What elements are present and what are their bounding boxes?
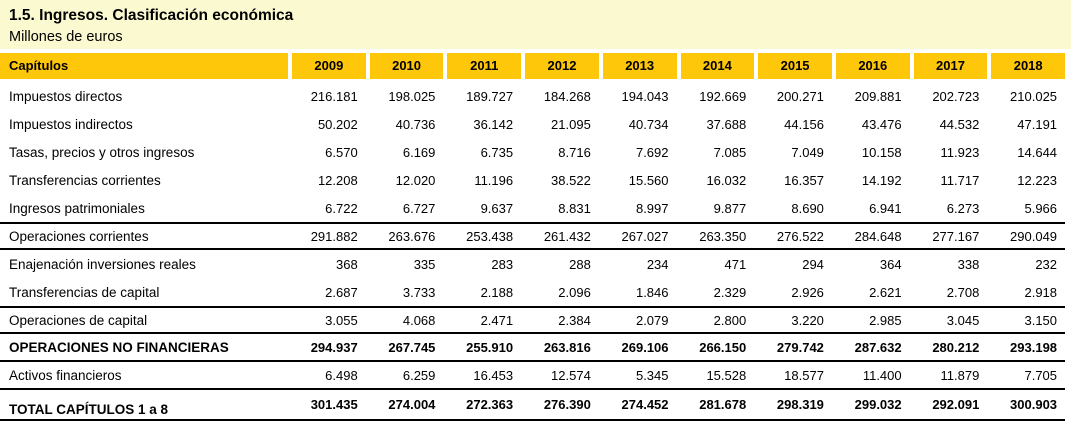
cell-value: 2.079 <box>635 312 669 328</box>
cell-value: 6.570 <box>325 144 358 160</box>
cell-value: 255.910 <box>466 339 514 355</box>
cell-value: 3.045 <box>946 312 980 328</box>
cell-value: 16.032 <box>706 172 747 188</box>
cell-value: 6.259 <box>402 367 436 383</box>
row-label: TOTAL CAPÍTULOS 1 a 8 <box>9 402 169 417</box>
column-header-year: 2015 <box>758 53 832 79</box>
table-row <box>0 334 1065 362</box>
cell-value: 12.223 <box>1017 172 1058 188</box>
row-label: Ingresos patrimoniales <box>9 200 145 216</box>
cell-value: 44.156 <box>784 116 824 132</box>
cell-value: 284.648 <box>854 228 902 244</box>
title-band <box>0 0 1071 49</box>
cell-value: 15.528 <box>706 367 747 383</box>
column-header-year: 2018 <box>991 53 1065 79</box>
row-label: Transferencias de capital <box>9 284 160 300</box>
cell-value: 2.687 <box>325 284 358 300</box>
cell-value: 288 <box>569 256 591 272</box>
table-row <box>0 138 1065 166</box>
cell-value: 200.271 <box>776 88 824 104</box>
cell-value: 2.926 <box>791 284 824 300</box>
cell-value: 189.727 <box>466 88 514 104</box>
row-label: Tasas, precios y otros ingresos <box>9 144 195 160</box>
cell-value: 8.716 <box>558 144 591 160</box>
cell-value: 2.800 <box>713 312 747 328</box>
cell-value: 43.476 <box>861 116 902 132</box>
cell-value: 2.329 <box>713 284 747 300</box>
page-title: 1.5. Ingresos. Clasificación económica <box>9 7 294 24</box>
table-row <box>0 194 1065 222</box>
cell-value: 263.816 <box>543 339 591 355</box>
cell-value: 299.032 <box>854 397 902 412</box>
cell-value: 274.452 <box>621 397 669 412</box>
column-header-year: 2012 <box>525 53 599 79</box>
cell-value: 11.196 <box>474 172 514 188</box>
cell-value: 338 <box>957 256 980 272</box>
cell-value: 292.091 <box>932 397 980 412</box>
cell-value: 8.997 <box>635 200 669 216</box>
cell-value: 12.208 <box>317 172 358 188</box>
table-row <box>0 278 1065 306</box>
cell-value: 232 <box>1035 256 1058 272</box>
cell-value: 38.522 <box>551 172 591 188</box>
cell-value: 263.676 <box>388 228 436 244</box>
column-header-year: 2016 <box>836 53 910 79</box>
cell-value: 364 <box>879 256 902 272</box>
cell-value: 9.637 <box>480 200 514 216</box>
cell-value: 12.020 <box>395 172 436 188</box>
cell-value: 2.096 <box>558 284 591 300</box>
cell-value: 287.632 <box>854 339 902 355</box>
cell-value: 293.198 <box>1010 339 1058 355</box>
cell-value: 18.577 <box>784 367 824 383</box>
cell-value: 3.150 <box>1024 312 1058 328</box>
cell-value: 280.212 <box>932 339 980 355</box>
cell-value: 272.363 <box>466 397 514 412</box>
cell-value: 40.736 <box>395 116 436 132</box>
table-row <box>0 82 1065 110</box>
cell-value: 14.192 <box>861 172 902 188</box>
column-header-year: 2011 <box>447 53 521 79</box>
cell-value: 234 <box>646 256 669 272</box>
cell-value: 6.498 <box>325 367 358 383</box>
column-header-year: 2010 <box>370 53 444 79</box>
table-row <box>0 306 1065 334</box>
table-body <box>0 79 1065 421</box>
cell-value: 37.688 <box>706 116 747 132</box>
cell-value: 216.181 <box>310 88 358 104</box>
cell-value: 9.877 <box>713 200 747 216</box>
cell-value: 279.742 <box>776 339 824 355</box>
cell-value: 15.560 <box>628 172 669 188</box>
cell-value: 6.735 <box>480 144 514 160</box>
cell-value: 3.733 <box>402 284 436 300</box>
cell-value: 2.384 <box>558 312 591 328</box>
table-row <box>0 390 1065 421</box>
cell-value: 301.435 <box>310 397 358 412</box>
column-header-year: 2013 <box>603 53 677 79</box>
cell-value: 7.049 <box>791 144 824 160</box>
cell-value: 261.432 <box>543 228 591 244</box>
cell-value: 3.055 <box>325 312 358 328</box>
cell-value: 6.169 <box>402 144 436 160</box>
cell-value: 47.191 <box>1017 116 1058 132</box>
cell-value: 16.453 <box>473 367 514 383</box>
cell-value: 4.068 <box>402 312 436 328</box>
row-label: Enajenación inversiones reales <box>9 256 196 272</box>
cell-value: 36.142 <box>473 116 514 132</box>
column-header-year: 2014 <box>681 53 755 79</box>
column-header-year: 2017 <box>914 53 988 79</box>
cell-value: 1.846 <box>635 284 669 300</box>
cell-value: 202.723 <box>932 88 980 104</box>
cell-value: 263.350 <box>699 228 747 244</box>
cell-value: 8.831 <box>558 200 591 216</box>
cell-value: 12.574 <box>551 367 591 383</box>
cell-value: 194.043 <box>621 88 669 104</box>
row-label: Impuestos directos <box>9 88 123 104</box>
cell-value: 6.722 <box>325 200 358 216</box>
table-header-row <box>0 53 1065 79</box>
cell-value: 7.705 <box>1024 367 1058 383</box>
cell-value: 266.150 <box>699 339 747 355</box>
cell-value: 6.941 <box>869 200 902 216</box>
row-label: Operaciones corrientes <box>9 228 149 244</box>
cell-value: 3.220 <box>791 312 824 328</box>
cell-value: 5.966 <box>1024 200 1058 216</box>
cell-value: 11.923 <box>940 144 980 160</box>
cell-value: 471 <box>724 256 747 272</box>
page-subtitle: Millones de euros <box>9 29 123 45</box>
cell-value: 2.471 <box>480 312 514 328</box>
cell-value: 274.004 <box>388 397 436 412</box>
row-label: Activos financieros <box>9 367 122 383</box>
row-label: OPERACIONES NO FINANCIERAS <box>9 339 229 355</box>
cell-value: 2.188 <box>480 284 514 300</box>
cell-value: 2.918 <box>1024 284 1058 300</box>
data-table <box>0 53 1065 421</box>
cell-value: 281.678 <box>699 397 747 412</box>
table-row <box>0 222 1065 250</box>
cell-value: 277.167 <box>932 228 980 244</box>
row-label: Transferencias corrientes <box>9 172 161 188</box>
column-header-year: 2009 <box>292 53 366 79</box>
cell-value: 210.025 <box>1010 88 1058 104</box>
cell-value: 267.027 <box>621 228 669 244</box>
cell-value: 11.400 <box>862 367 902 383</box>
cell-value: 283 <box>491 256 514 272</box>
cell-value: 2.708 <box>946 284 980 300</box>
cell-value: 294.937 <box>310 339 358 355</box>
cell-value: 198.025 <box>388 88 436 104</box>
cell-value: 276.390 <box>543 397 591 412</box>
cell-value: 298.319 <box>776 397 824 412</box>
cell-value: 5.345 <box>635 367 669 383</box>
table-row <box>0 362 1065 390</box>
table-row <box>0 166 1065 194</box>
cell-value: 14.644 <box>1017 144 1058 160</box>
cell-value: 10.158 <box>861 144 902 160</box>
cell-value: 368 <box>336 256 358 272</box>
cell-value: 209.881 <box>854 88 902 104</box>
column-header-capitulos: Capítulos <box>0 53 288 79</box>
cell-value: 6.727 <box>402 200 436 216</box>
cell-value: 300.903 <box>1010 397 1058 412</box>
cell-value: 184.268 <box>543 88 591 104</box>
cell-value: 21.095 <box>551 116 591 132</box>
cell-value: 6.273 <box>946 200 980 216</box>
cell-value: 11.717 <box>940 172 980 188</box>
cell-value: 290.049 <box>1010 228 1058 244</box>
cell-value: 11.879 <box>940 367 980 383</box>
cell-value: 335 <box>413 256 436 272</box>
cell-value: 192.669 <box>699 88 747 104</box>
cell-value: 40.734 <box>628 116 669 132</box>
cell-value: 267.745 <box>388 339 436 355</box>
row-label: Operaciones de capital <box>9 312 148 328</box>
table-row <box>0 250 1065 278</box>
cell-value: 253.438 <box>466 228 514 244</box>
table-row <box>0 110 1065 138</box>
cell-value: 291.882 <box>310 228 358 244</box>
cell-value: 2.985 <box>869 312 902 328</box>
cell-value: 276.522 <box>776 228 824 244</box>
row-label: Impuestos indirectos <box>9 116 133 132</box>
cell-value: 44.532 <box>939 116 980 132</box>
cell-value: 7.692 <box>635 144 669 160</box>
cell-value: 50.202 <box>317 116 358 132</box>
cell-value: 2.621 <box>869 284 902 300</box>
cell-value: 294 <box>802 256 824 272</box>
cell-value: 269.106 <box>621 339 669 355</box>
cell-value: 7.085 <box>713 144 747 160</box>
cell-value: 8.690 <box>791 200 824 216</box>
cell-value: 16.357 <box>784 172 824 188</box>
